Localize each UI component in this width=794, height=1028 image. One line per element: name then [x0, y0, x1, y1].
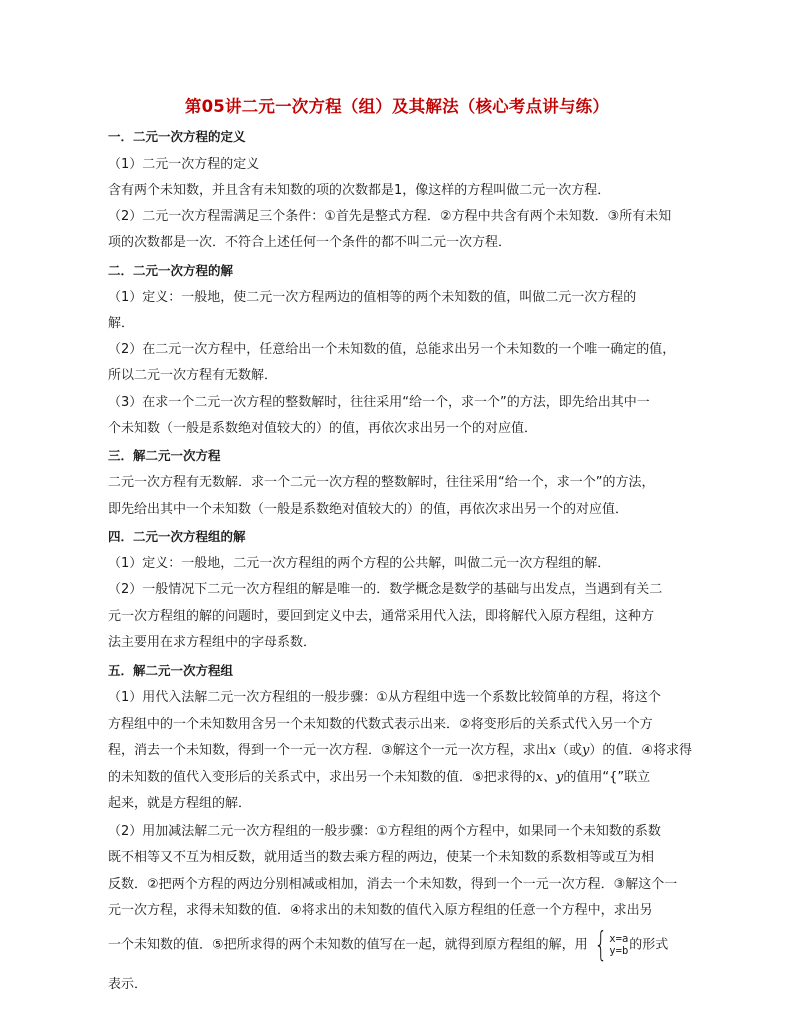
section-1-heading: 一．二元一次方程的定义 [108, 129, 246, 144]
s5-p1d [108, 769, 650, 787]
page-title: 第05讲二元一次方程（组）及其解法（核心考点讲与练） [184, 97, 610, 116]
left-brace-glyph: { [593, 925, 607, 965]
s5-p1c-part3: ）的值．④将求得 [589, 743, 693, 758]
solution-system-notation [590, 925, 629, 965]
s4-p2c: 法主要用在求方程组中的字母系数． [108, 635, 317, 650]
s2-p2b: 所以二元一次方程有无数解． [108, 368, 278, 383]
s3-p1a: 二元一次方程有无数解．求一个二元一次方程的整数解时，往往采用“给一个，求一个”的方法， [108, 475, 655, 490]
s1-p3a: （2）二元一次方程需满足三个条件：①首先是整式方程．②方程中共含有两个未知数．③所有未知 [108, 209, 672, 224]
s2-p1a: （1）定义：一般地，使二元一次方程两边的值相等的两个未知数的值，叫做二元一次方程的 [108, 290, 637, 305]
section-4-heading: 四．二元一次方程组的解 [108, 529, 246, 544]
brace-line-2: y=b [609, 945, 629, 957]
s5-p1b: 方程组中的一个未知数用含另一个未知数的代数式表示出来．②将变形后的关系式代入另一个方 [108, 717, 653, 732]
s4-p2b: 元一次方程组的解的问题时，要回到定义中去，通常采用代入法，即将解代入原方程组，这种方 [108, 609, 655, 624]
section-3-heading: 三．解二元一次方程 [108, 448, 221, 463]
s5-p1a: （1）用代入法解二元一次方程组的一般步骤：①从方程组中选一个系数比较简单的方程，将这个 [108, 690, 661, 705]
var-y: y [582, 743, 590, 758]
section-5-heading: 五．解二元一次方程组 [108, 663, 234, 678]
var-xy: x、y [535, 770, 564, 785]
s5-p2a: （2）用加减法解二元一次方程组的一般步骤：①方程组的两个方程中，如果同一个未知数的系数 [108, 824, 661, 839]
s2-p3b: 个未知数（一般是系数绝对值较大的）的值，再依次求出另一个的对应值． [108, 421, 538, 436]
s5-p2e-part2: 的形式 [629, 937, 669, 953]
s1-p1: （1）二元一次方程的定义 [108, 157, 260, 172]
s5-p2e [108, 925, 669, 965]
s4-p2a: （2）一般情况下二元一次方程组的解是唯一的．数学概念是数学的基础与出发点，当遇到有关二 [108, 582, 663, 597]
s3-p1b: 即先给出其中一个未知数（一般是系数绝对值较大的）的值，再依次求出另一个的对应值． [108, 502, 629, 517]
s5-p1e: 起来，就是方程组的解． [108, 796, 252, 811]
s5-p1c-part1: 程，消去一个未知数，得到一个一元一次方程．③解这个一元一次方程，求出 [108, 743, 549, 758]
section-2-heading: 二．二元一次方程的解 [108, 263, 234, 278]
var-x: x [548, 743, 556, 758]
s1-p3b: 项的次数都是一次．不符合上述任何一个条件的都不叫二元一次方程． [108, 235, 512, 250]
s5-p1c [108, 742, 692, 760]
s5-p2c: 反数．②把两个方程的两边分别相减或相加，消去一个未知数，得到一个一元一次方程．③解这个一 [108, 877, 678, 892]
s5-p2b: 既不相等又不互为相反数，就用适当的数去乘方程的两边，使某一个未知数的系数相等或互为相 [108, 850, 655, 865]
s5-p1d-part2: 的值用“{”联立 [563, 770, 651, 785]
s5-p1c-part2: （或 [556, 743, 583, 758]
s2-p3a: （3）在求一个二元一次方程的整数解时，往往采用“给一个，求一个”的方法，即先给出其中一 [108, 395, 650, 410]
s5-p2f: 表示． [108, 977, 148, 992]
s5-p2d: 元一次方程，求得未知数的值．④将求出的未知数的值代入原方程组的任意一个方程中，求出另 [108, 903, 653, 918]
s5-p2e-part1: 一个未知数的值．⑤把所求得的两个未知数的值写在一起，就得到原方程组的解，用 [108, 937, 588, 953]
s4-p1: （1）定义：一般地，二元一次方程组的两个方程的公共解，叫做二元一次方程组的解． [108, 556, 611, 571]
s2-p2a: （2）在二元一次方程中，任意给出一个未知数的值，总能求出另一个未知数的一个唯一确定的值， [108, 342, 676, 357]
s5-p1d-part1: 的未知数的值代入变形后的关系式中，求出另一个未知数的值．⑤把求得的 [108, 770, 536, 785]
brace-line-1: x=a [609, 933, 629, 945]
s2-p1b: 解． [108, 316, 135, 331]
s1-p2: 含有两个未知数，并且含有未知数的项的次数都是1，像这样的方程叫做二元一次方程． [108, 183, 611, 198]
